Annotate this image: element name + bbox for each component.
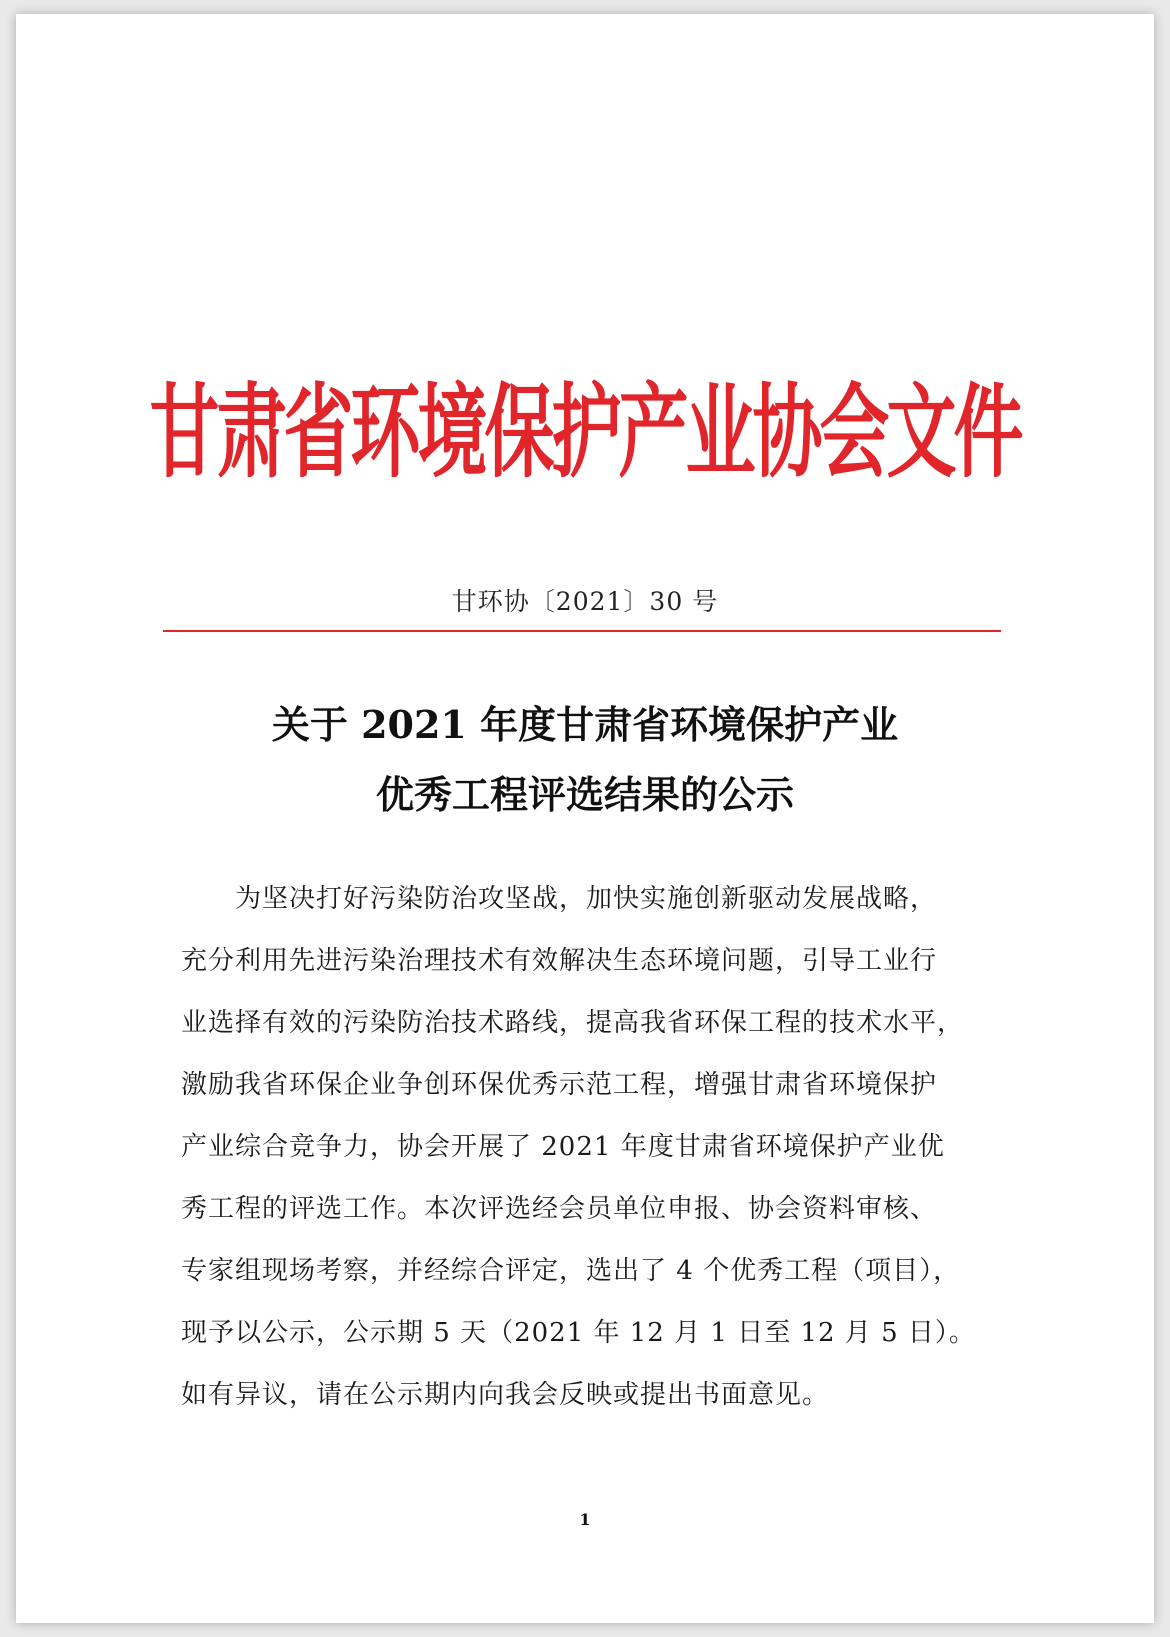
document-number: 甘环协〔2021〕30 号 — [451, 587, 719, 616]
body-line-9: 如有异议，请在公示期内向我会反映或提出书面意见。 — [181, 1380, 830, 1410]
body-line-8: 现予以公示，公示期 5 天（2021 年 12 月 1 日至 12 月 5 日）。 — [181, 1318, 976, 1348]
body-line-1: 为坚决打好污染防治攻坚战，加快实施创新驱动发展战略， — [235, 884, 938, 914]
document-page — [16, 14, 1154, 1623]
body-line-3: 业选择有效的污染防治技术路线，提高我省环保工程的技术水平， — [181, 1008, 965, 1038]
body-line-6: 秀工程的评选工作。本次评选经会员单位申报、协会资料审核、 — [181, 1194, 938, 1224]
body-line-4: 激励我省环保企业争创环保优秀示范工程，增强甘肃省环境保护 — [181, 1070, 938, 1100]
body-line-2: 充分利用先进污染治理技术有效解决生态环境问题，引导工业行 — [181, 946, 938, 976]
body-line-7: 专家组现场考察，并经综合评定，选出了 4 个优秀工程（项目）， — [181, 1256, 961, 1286]
body-line-5: 产业综合竞争力，协会开展了 2021 年度甘肃省环境保护产业优 — [181, 1132, 945, 1162]
masthead-title: 甘肃省环境保护产业协会文件 — [149, 371, 1021, 493]
notice-title-line-1: 关于 2021 年度甘肃省环境保护产业 — [271, 702, 899, 747]
notice-title-line-2: 优秀工程评选结果的公示 — [375, 772, 794, 817]
page-number: 1 — [579, 1510, 591, 1529]
red-divider-line — [163, 630, 1001, 632]
